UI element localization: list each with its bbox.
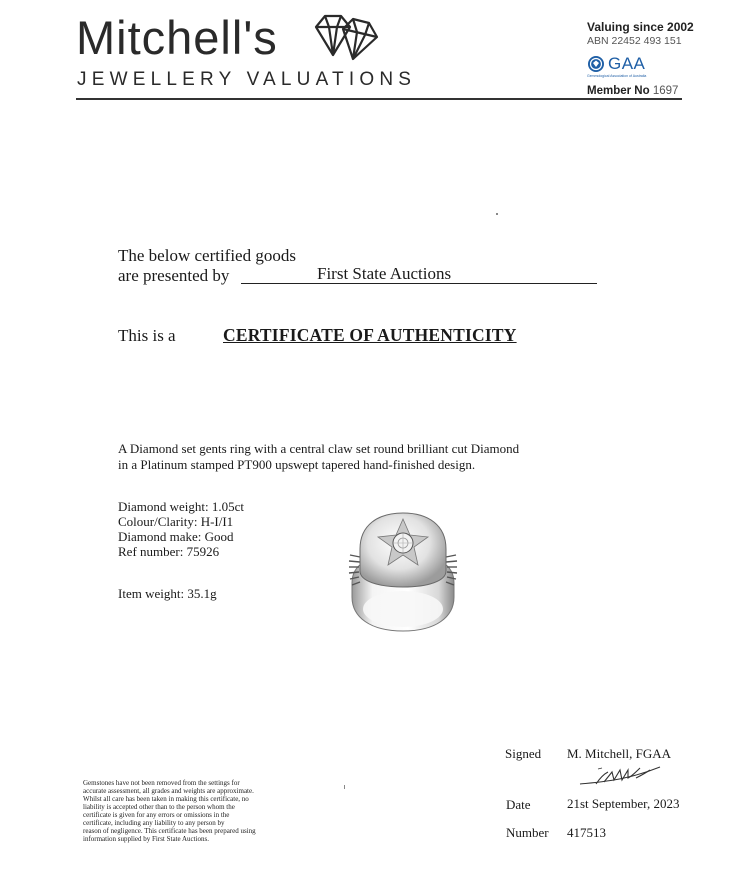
description-line-2: in a Platinum stamped PT900 upswept tapered hand-finished design. xyxy=(118,457,476,472)
disclaimer-line: certificate is given for any errors or omissions in the xyxy=(83,811,230,819)
brand-subtitle: JEWELLERY VALUATIONS xyxy=(77,69,417,90)
disclaimer-line: information supplied by First State Auctions. xyxy=(83,835,209,843)
date-label: Date xyxy=(506,797,531,812)
number-label: Number xyxy=(506,825,549,840)
certificate-number: 417513 xyxy=(567,825,606,840)
abn-number: ABN 22452 493 151 xyxy=(587,35,682,47)
stray-mark xyxy=(344,785,345,789)
presentation-line-1: The below certified goods xyxy=(118,246,296,265)
handwritten-signature xyxy=(578,764,664,788)
colour-clarity: Colour/Clarity: H-I/I1 xyxy=(118,514,234,529)
disclaimer-line: accurate assessment, all grades and weights are approximate. xyxy=(83,787,254,795)
description-line-1: A Diamond set gents ring with a central claw set round brilliant cut Diamond xyxy=(118,441,520,456)
presenter-name: First State Auctions xyxy=(317,264,452,283)
ref-number: Ref number: 75926 xyxy=(118,544,220,559)
member-number xyxy=(587,85,694,97)
header-divider xyxy=(76,98,682,100)
item-weight: Item weight: 35.1g xyxy=(118,586,217,601)
diamond-ring-photo xyxy=(344,505,462,635)
gaa-small-text: Gemmological Association of Australia xyxy=(587,74,647,78)
certificate-prefix: This is a xyxy=(118,326,176,345)
gaa-logo xyxy=(587,54,694,74)
certificate-date: 21st September, 2023 xyxy=(567,796,680,811)
valuing-since: Valuing since 2002 xyxy=(587,20,694,34)
presenter-field xyxy=(241,264,597,284)
gaa-logo-text: GAA xyxy=(608,54,646,73)
item-description xyxy=(118,441,558,473)
brand-name: Mitchell's xyxy=(76,11,278,64)
disclaimer-line: Whilst all care has been taken in making this certificate, no xyxy=(83,795,249,803)
accreditation-block xyxy=(587,20,694,97)
signer-name: M. Mitchell, FGAA xyxy=(567,746,671,761)
disclaimer-line: Gemstones have not been removed from the settings for xyxy=(83,779,240,787)
stray-mark xyxy=(496,213,498,215)
presentation-line-2: are presented by xyxy=(118,266,230,285)
diamond-make: Diamond make: Good xyxy=(118,529,234,544)
certificate-title: CERTIFICATE OF AUTHENTICITY xyxy=(223,325,517,345)
disclaimer-line: certificate, including any liability to any person by xyxy=(83,819,225,827)
disclaimer-line: reason of negligence. This certificate has been prepared using xyxy=(83,827,256,835)
disclaimer xyxy=(83,779,288,843)
specs-block xyxy=(118,499,244,559)
member-label: Member No xyxy=(587,85,650,97)
signed-label: Signed xyxy=(505,746,542,761)
diamond-weight: Diamond weight: 1.05ct xyxy=(118,499,245,514)
disclaimer-line: liability is accepted other than to the person whom the xyxy=(83,803,235,811)
member-number-value: 1697 xyxy=(652,85,679,97)
diamond-icon xyxy=(313,13,381,61)
gaa-emblem-icon xyxy=(587,55,605,73)
